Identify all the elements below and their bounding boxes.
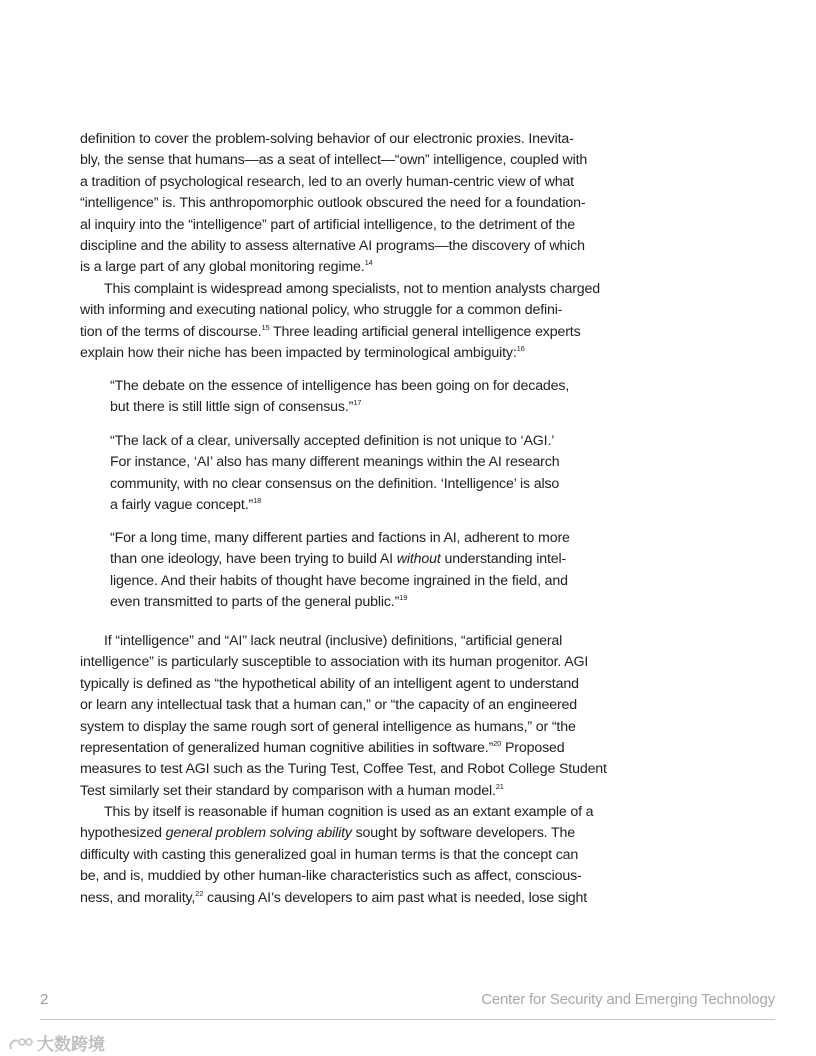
text-line: This complaint is widespread among specialists, not to mention analysts charged [104, 281, 601, 297]
text-line: al inquiry into the “intelligence” part of artificial intelligence, to the detriment of the [80, 216, 576, 233]
footnote-ref[interactable]: 21 [495, 781, 504, 791]
publisher-name: Center for Security and Emerging Technology [481, 991, 775, 1008]
paragraph-1 [80, 129, 600, 279]
block-quote-1 [110, 376, 600, 419]
text-line: “For a long time, many different parties and factions in AI, adherent to more [110, 530, 570, 546]
text-line: community, with no clear consensus on the definition. ‘Intelligence’ is also [110, 475, 560, 492]
text-line: definition to cover the problem-solving behavior of our electronic proxies. Inevita- [80, 131, 574, 147]
text-line: difficulty with casting this generalized goal in human terms is that the concept can [80, 846, 579, 863]
text-line: representation of generalized human cognitive abilities in software.”$^{20}$ Proposed [80, 738, 565, 756]
text-line: For instance, ‘AI’ also has many different meanings within the AI research [110, 454, 560, 471]
watermark-text: 大数跨境 [37, 1035, 105, 1054]
text-line: ligence. And their habits of thought have become ingrained in the field, and [110, 572, 568, 589]
text-line: hypothesized general problem solving ability sought by software developers. The [80, 825, 576, 842]
text-line: typically is defined as “the hypothetical ability of an intelligent agent to understand [80, 675, 579, 692]
footnote-ref[interactable]: 19 [399, 593, 408, 603]
text-line: ness, and morality,$^{22}$ causing AI’s developers to aim past what is needed, lose sight [80, 888, 588, 906]
footnote-ref[interactable]: 18 [253, 496, 262, 506]
footnote-ref[interactable]: 20 [493, 738, 502, 748]
text-line: explain how their niche has been impacted by terminological ambiguity:$^{16}$ [80, 344, 525, 362]
text-line: than one ideology, have been trying to build AI without understanding intel- [110, 551, 567, 568]
watermark [8, 1030, 105, 1055]
footnote-ref[interactable]: 14 [364, 258, 373, 268]
text-line: intelligence” is particularly susceptible to association with its human progenitor. AGI [80, 654, 589, 671]
text-line: system to display the same rough sort of general intelligence as humans,” or “the [80, 718, 576, 735]
text-line: even transmitted to parts of the general public.”$^{19}$ [110, 593, 408, 611]
paragraph-3 [80, 631, 607, 802]
text-line: This by itself is reasonable if human cognition is used as an extant example of a [104, 804, 594, 820]
text-line: is a large part of any global monitoring regime.$^{14}$ [80, 258, 373, 276]
text-line: Test similarly set their standard by comparison with a human model.$^{21}$ [80, 781, 504, 799]
text-line: bly, the sense that humans—as a seat of intellect—“own” intelligence, coupled with [80, 152, 588, 169]
text-line: tion of the terms of discourse.$^{15}$ Three leading artificial general intelligence experts [80, 322, 581, 340]
footnote-ref[interactable]: 16 [516, 344, 525, 354]
footer-divider [40, 1019, 775, 1020]
footnote-ref[interactable]: 15 [261, 322, 270, 332]
text-line: or learn any intellectual task that a human can,” or “the capacity of an engineered [80, 697, 578, 714]
text-line: “intelligence” is. This anthropomorphic outlook obscured the need for a foundation- [80, 195, 586, 212]
text-line: be, and is, muddied by other human-like characteristics such as affect, conscious- [80, 868, 582, 885]
text-line: discipline and the ability to assess alternative AI programs—the discovery of which [80, 237, 585, 254]
block-quote-3 [110, 528, 600, 614]
block-quote-2 [110, 431, 600, 517]
text-line: but there is still little sign of consensus.”$^{17}$ [110, 398, 362, 416]
footnote-ref[interactable]: 22 [195, 888, 204, 898]
text-line: with informing and executing national policy, who struggle for a common defini- [80, 302, 563, 319]
text-line: a fairly vague concept.”$^{18}$ [110, 496, 262, 514]
text-line: measures to test AGI such as the Turing Test, Coffee Test, and Robot College Student [80, 761, 607, 778]
text-line: If “intelligence” and “AI” lack neutral (inclusive) definitions, “artificial general [104, 633, 563, 649]
footnote-ref[interactable]: 17 [353, 398, 362, 408]
paragraph-2 [80, 279, 600, 365]
watermark-logo-icon [8, 1036, 34, 1052]
text-line: “The debate on the essence of intelligence has been going on for decades, [110, 378, 570, 394]
text-line: “The lack of a clear, universally accepted definition is not unique to ‘AGI.’ [110, 433, 555, 449]
page-number: 2 [40, 991, 49, 1008]
paragraph-4 [80, 802, 600, 909]
text-line: a tradition of psychological research, led to an overly human-centric view of what [80, 173, 574, 190]
